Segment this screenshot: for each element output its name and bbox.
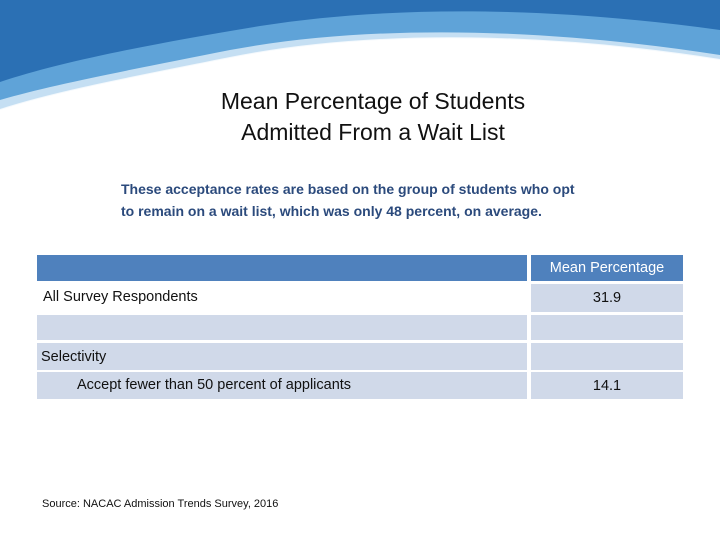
header-cell-mean-percentage: Mean Percentage [531, 255, 683, 281]
row-label-cell [37, 343, 527, 370]
row-value: 31.9 [531, 284, 683, 312]
page-title [0, 86, 720, 148]
subtitle-line-1: These acceptance rates are based on the group of students who opt [121, 181, 575, 197]
header-cell-label [37, 255, 527, 281]
source-note: Source: NACAC Admission Trends Survey, 2016 [42, 498, 279, 510]
row-label-cell [37, 315, 527, 340]
subtitle [121, 178, 661, 222]
row-label: All Survey Respondents [43, 289, 198, 305]
row-label-cell [37, 372, 527, 399]
row-value [531, 343, 683, 370]
row-value: 14.1 [531, 372, 683, 399]
title-line-1: Mean Percentage of Students [220, 88, 526, 114]
row-label: Selectivity [41, 349, 107, 365]
row-label: Accept fewer than 50 percent of applicants [77, 377, 352, 393]
title-line-2: Admitted From a Wait List [241, 119, 505, 145]
row-value [531, 315, 683, 340]
subtitle-line-2: to remain on a wait list, which was only 48 percent, on average. [121, 203, 542, 219]
row-label-cell [37, 284, 527, 312]
